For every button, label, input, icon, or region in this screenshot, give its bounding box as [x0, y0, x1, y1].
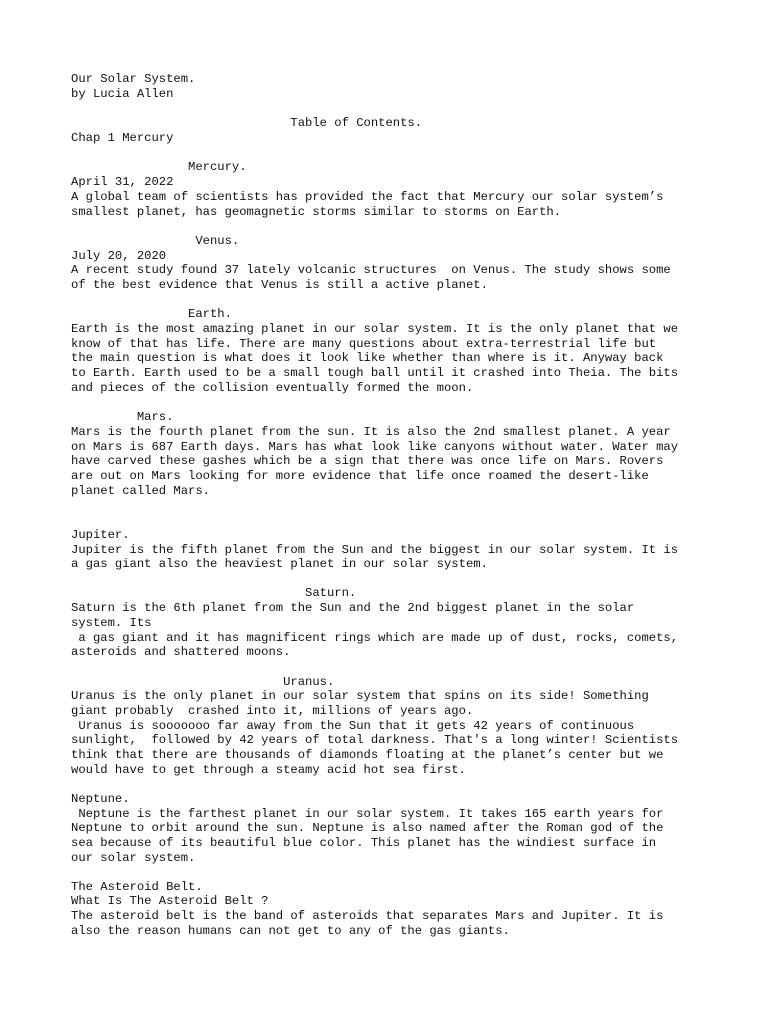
section-heading-jupiter: Jupiter. — [71, 528, 130, 542]
body-line: Uranus is sooooooo far away from the Sun that it gets 42 years of continuous — [71, 719, 635, 733]
body-line: to Earth. Earth used to be a small tough ball until it crashed into Theia. The bits — [71, 366, 679, 380]
venus-date: July 20, 2020 — [71, 249, 167, 263]
body-line: Neptune to orbit around the sun. Neptune is also named after the Roman god of the — [71, 821, 664, 835]
body-line: Uranus is the only planet in our solar system that spins on its side! Something — [71, 689, 649, 703]
body-line: and pieces of the collision eventually formed the moon. — [71, 381, 474, 395]
body-line: the main question is what does it look like whether than where is it. Anyway back — [71, 351, 664, 365]
section-heading-uranus: Uranus. — [71, 675, 335, 689]
body-line: think that there are thousands of diamonds floating at the planet’s center but we — [71, 748, 664, 762]
body-line: system. Its — [71, 616, 152, 630]
body-line: Saturn is the 6th planet from the Sun and the 2nd biggest planet in the solar — [71, 601, 635, 615]
body-line: smallest planet, has geomagnetic storms similar to storms on Earth. — [71, 205, 562, 219]
chapter-heading: Chap 1 Mercury — [71, 131, 174, 145]
document-title: Our Solar System. — [71, 72, 196, 86]
body-line: asteroids and shattered moons. — [71, 645, 291, 659]
document-author: by Lucia Allen — [71, 87, 174, 101]
body-line: would have to get through a steamy acid hot sea first. — [71, 763, 466, 777]
body-line: The asteroid belt is the band of asteroids that separates Mars and Jupiter. It is — [71, 909, 664, 923]
body-line: giant probably crashed into it, millions of years ago. — [71, 704, 474, 718]
body-line: sea because of its beautiful blue color. This planet has the windiest surface in — [71, 836, 657, 850]
mercury-date: April 31, 2022 — [71, 175, 174, 189]
body-line: Neptune is the farthest planet in our solar system. It takes 165 earth years for — [71, 807, 664, 821]
section-heading-earth: Earth. — [71, 307, 232, 321]
body-line: are out on Mars looking for more evidence that life once roamed the desert-like — [71, 469, 649, 483]
body-line: Earth is the most amazing planet in our solar system. It is the only planet that we — [71, 322, 679, 336]
body-line: Mars is the fourth planet from the sun. It is also the 2nd smallest planet. A year — [71, 425, 671, 439]
section-heading-saturn: Saturn. — [71, 586, 357, 600]
body-line: planet called Mars. — [71, 484, 210, 498]
body-line: have carved these gashes which be a sign that there was once life on Mars. Rovers — [71, 454, 664, 468]
subheading-question: What Is The Asteroid Belt ? — [71, 894, 269, 908]
body-line: A recent study found 37 lately volcanic structures on Venus. The study shows some — [71, 263, 671, 277]
body-line: on Mars is 687 Earth days. Mars has what look like canyons without water. Water may — [71, 440, 679, 454]
body-line: know of that has life. There are many questions about extra-terrestrial life but — [71, 337, 657, 351]
table-of-contents-heading: Table of Contents. — [71, 116, 423, 130]
body-line: also the reason humans can not get to any of the gas giants. — [71, 924, 510, 938]
section-heading-neptune: Neptune. — [71, 792, 130, 806]
body-line: Jupiter is the fifth planet from the Sun and the biggest in our solar system. It is — [71, 543, 679, 557]
section-heading-mercury: Mercury. — [71, 160, 247, 174]
section-heading-asteroid-belt: The Asteroid Belt. — [71, 880, 203, 894]
body-line: A global team of scientists has provided the fact that Mercury our solar system’s — [71, 190, 664, 204]
section-heading-venus: Venus. — [71, 234, 240, 248]
body-line: of the best evidence that Venus is still a active planet. — [71, 278, 488, 292]
body-line: a gas giant and it has magnificent rings which are made up of dust, rocks, comets, — [71, 631, 679, 645]
body-line: our solar system. — [71, 851, 196, 865]
body-line: a gas giant also the heaviest planet in our solar system. — [71, 557, 488, 571]
body-line: sunlight, followed by 42 years of total darkness. That's a long winter! Scientists — [71, 733, 679, 747]
section-heading-mars: Mars. — [71, 410, 174, 424]
